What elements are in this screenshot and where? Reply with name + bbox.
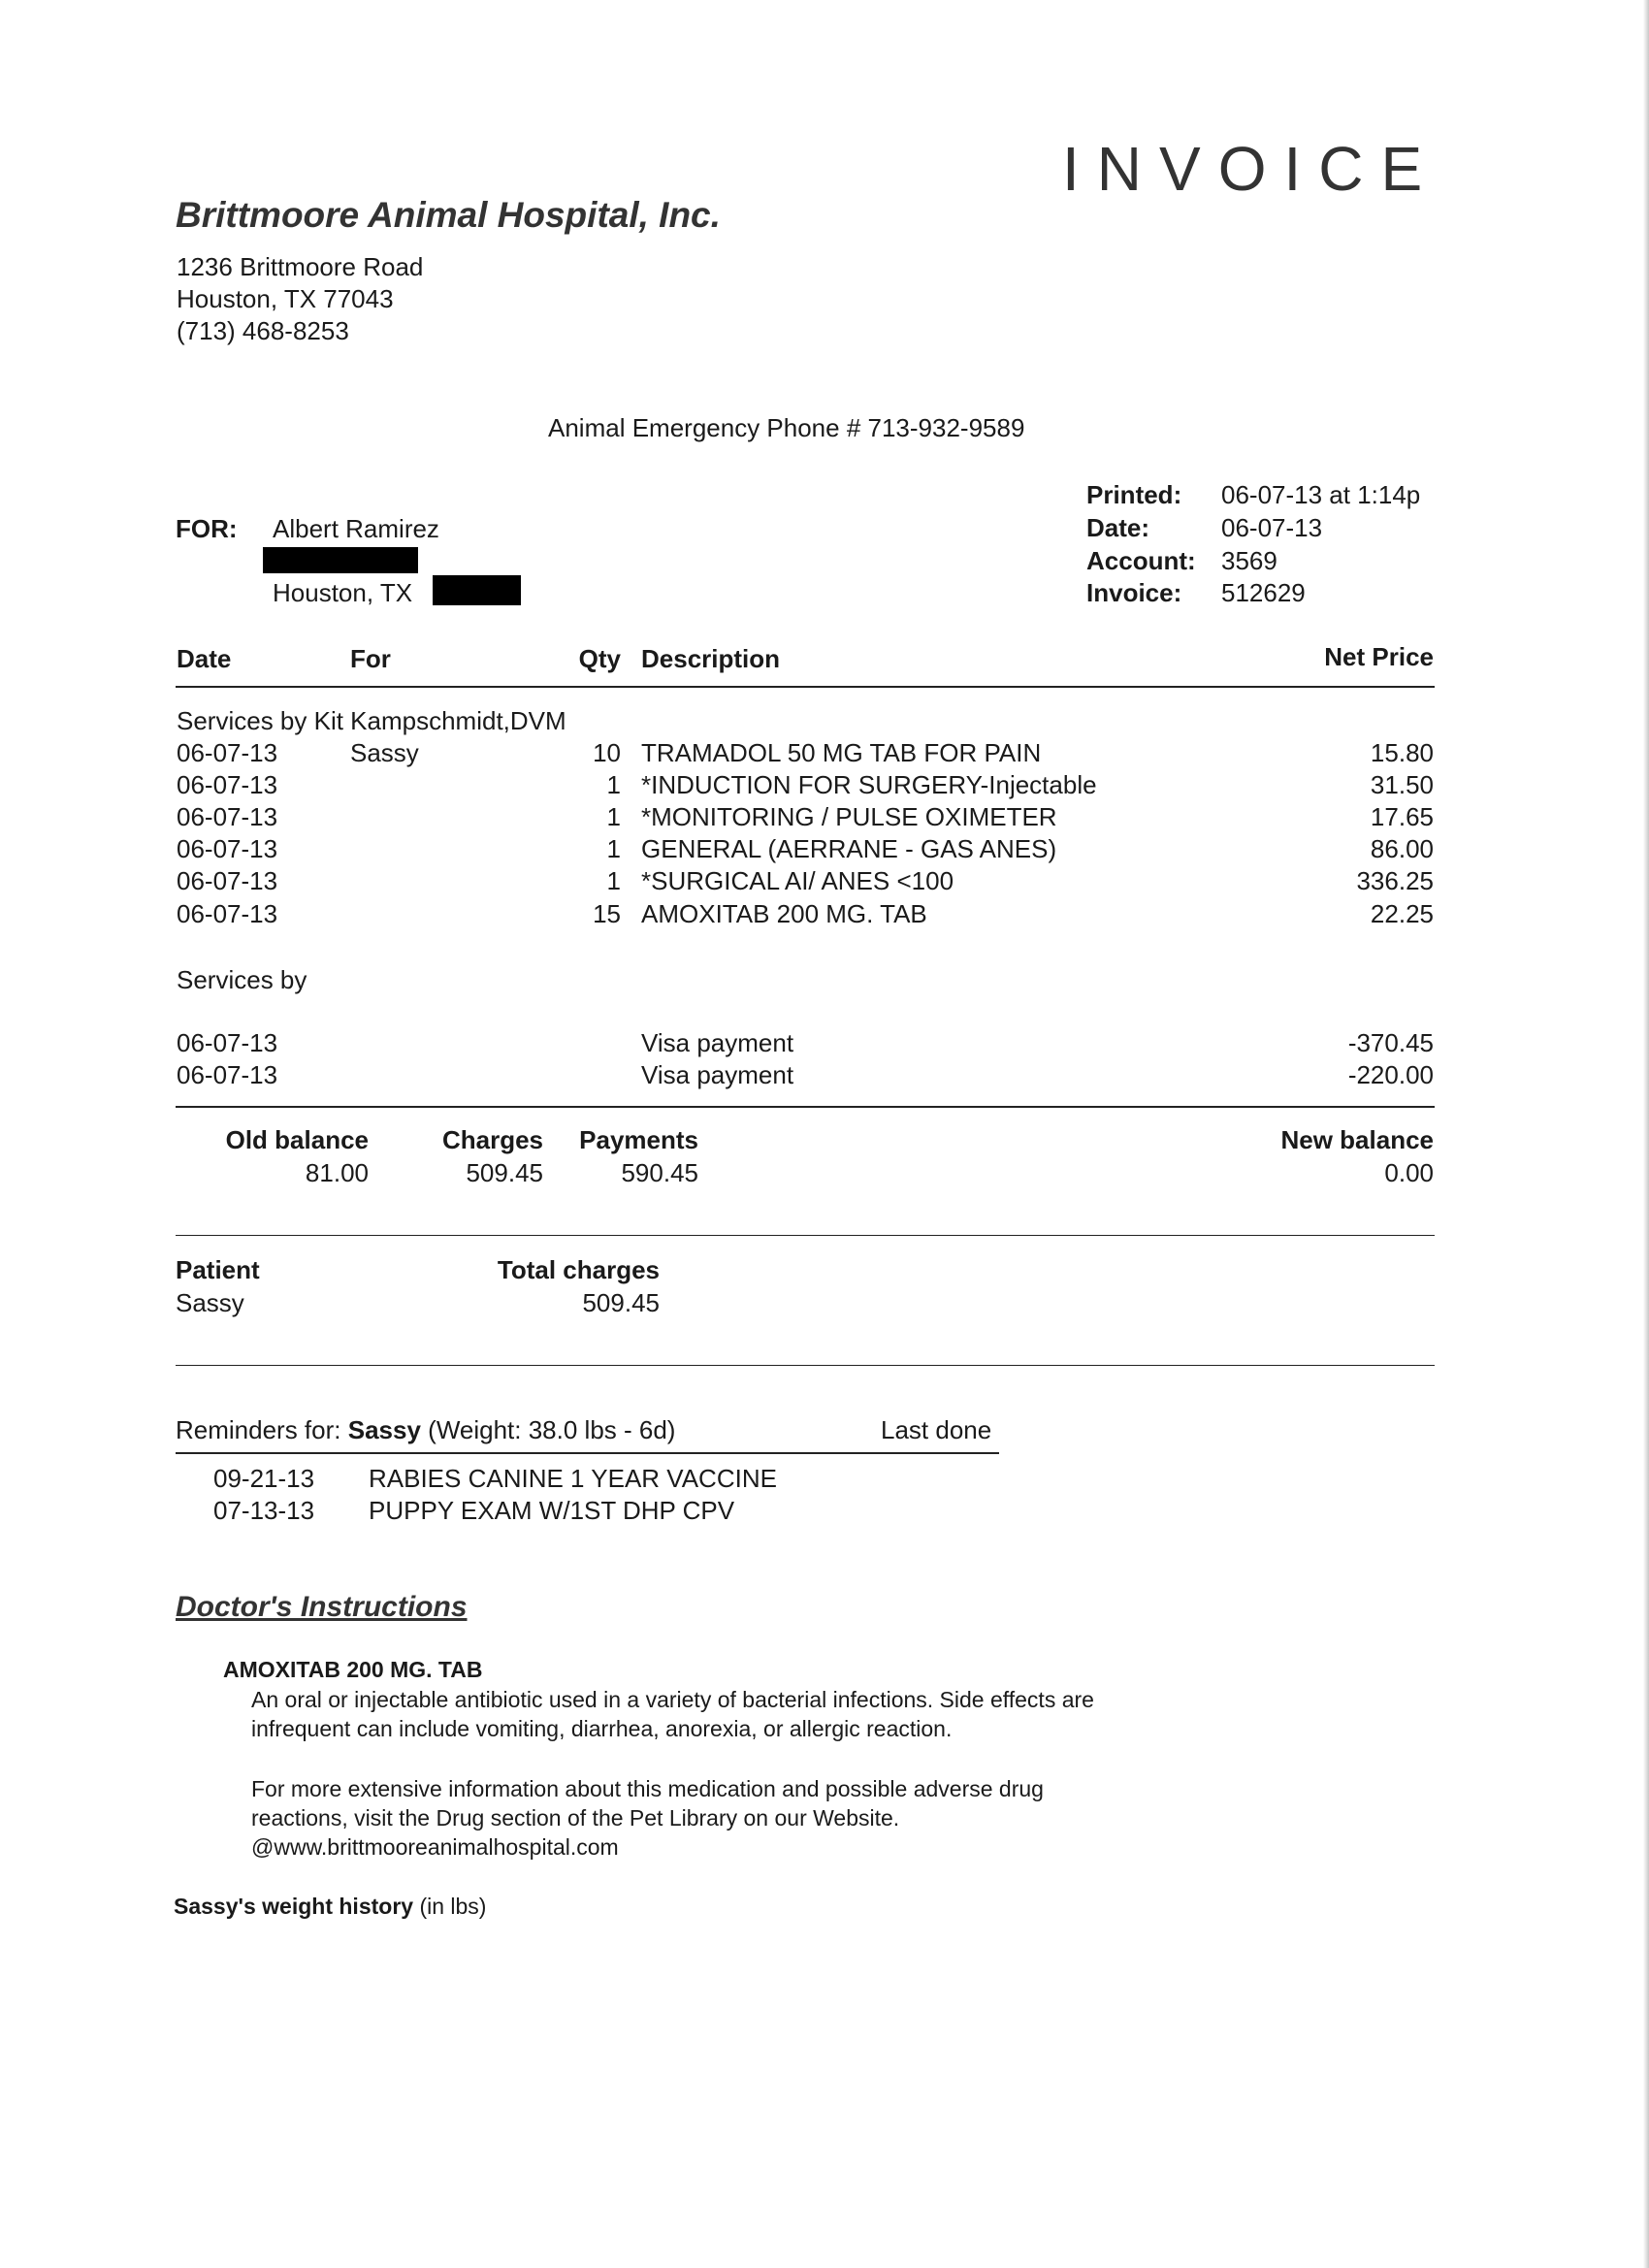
reminders-label: Reminders for:	[176, 1415, 341, 1444]
company-address-line2: Houston, TX 77043	[177, 284, 394, 313]
payment-date: 06-07-13	[177, 1060, 278, 1089]
col-header-qty: Qty	[578, 644, 621, 673]
line-item-price: 86.00	[1370, 834, 1434, 863]
line-item-price: 15.80	[1370, 738, 1434, 767]
col-header-for: For	[350, 644, 391, 673]
payments-value: 590.45	[621, 1158, 698, 1187]
company-name: Brittmoore Animal Hospital, Inc.	[176, 195, 721, 235]
customer-name: Albert Ramirez	[273, 514, 439, 543]
line-item-qty: 1	[606, 802, 621, 831]
instruction-website: @www.brittmooreanimalhospital.com	[251, 1834, 619, 1860]
total-charges-value: 509.45	[582, 1288, 660, 1317]
doctors-instructions-heading: Doctor's Instructions	[176, 1591, 468, 1623]
line-item-price: 22.25	[1370, 899, 1434, 928]
line-item-price: 336.25	[1356, 866, 1434, 895]
line-item-price: 17.65	[1370, 802, 1434, 831]
date-label: Date:	[1086, 513, 1150, 542]
line-item-qty: 1	[606, 770, 621, 799]
new-balance-label: New balance	[1280, 1125, 1434, 1154]
payment-amount: -370.45	[1347, 1028, 1434, 1057]
company-phone: (713) 468-8253	[177, 316, 349, 345]
total-charges-label: Total charges	[497, 1255, 660, 1284]
emergency-phone: Animal Emergency Phone # 713-932-9589	[548, 413, 1025, 442]
printed-value: 06-07-13 at 1:14p	[1221, 480, 1421, 509]
line-item-date: 06-07-13	[177, 866, 278, 895]
page-edge-shadow	[1643, 0, 1649, 2268]
date-value: 06-07-13	[1221, 513, 1323, 542]
services-header-2: Services by	[177, 965, 307, 994]
reminders-weight: (Weight: 38.0 lbs - 6d)	[428, 1415, 676, 1444]
line-item-description: *MONITORING / PULSE OXIMETER	[641, 802, 1057, 831]
instruction-text-line: infrequent can include vomiting, diarrhea, anorexia, or allergic reaction.	[251, 1716, 953, 1741]
last-done-label: Last done	[881, 1415, 992, 1444]
new-balance-value: 0.00	[1384, 1158, 1434, 1187]
line-item-description: TRAMADOL 50 MG TAB FOR PAIN	[641, 738, 1042, 767]
company-address-line1: 1236 Brittmoore Road	[177, 252, 424, 281]
reminders-pet: Sassy	[347, 1415, 421, 1444]
payment-description: Visa payment	[641, 1028, 794, 1057]
weight-history-title	[174, 1893, 486, 1921]
col-header-net-price: Net Price	[1324, 642, 1434, 671]
payment-description: Visa payment	[641, 1060, 794, 1089]
patient-divider	[176, 1365, 1435, 1366]
old-balance-value: 81.00	[305, 1158, 369, 1187]
line-item-date: 06-07-13	[177, 802, 278, 831]
instruction-text-line: reactions, visit the Drug section of the Pet Library on our Website.	[251, 1805, 900, 1831]
reminders-header	[176, 1414, 675, 1446]
reminder-date: 09-21-13	[213, 1464, 315, 1493]
weight-history-label: Sassy's weight history	[174, 1894, 414, 1919]
totals-divider	[176, 1235, 1435, 1236]
header-divider	[176, 686, 1435, 688]
col-header-date: Date	[177, 644, 232, 673]
payments-label: Payments	[579, 1125, 698, 1154]
old-balance-label: Old balance	[225, 1125, 369, 1154]
reminder-description: RABIES CANINE 1 YEAR VACCINE	[369, 1464, 777, 1493]
line-item-description: AMOXITAB 200 MG. TAB	[641, 899, 927, 928]
redacted-zip	[433, 575, 521, 605]
line-item-date: 06-07-13	[177, 899, 278, 928]
patient-name: Sassy	[176, 1288, 244, 1317]
reminder-description: PUPPY EXAM W/1ST DHP CPV	[369, 1496, 735, 1525]
instruction-text-line: For more extensive information about this medication and possible adverse drug	[251, 1776, 1044, 1801]
invoice-number-value: 512629	[1221, 578, 1306, 607]
line-item-qty: 1	[606, 834, 621, 863]
line-item-for: Sassy	[350, 738, 419, 767]
line-item-qty: 15	[593, 899, 621, 928]
line-item-description: *INDUCTION FOR SURGERY-Injectable	[641, 770, 1097, 799]
redacted-address	[263, 547, 418, 573]
payments-divider	[176, 1106, 1435, 1108]
invoice-number-label: Invoice:	[1086, 578, 1182, 607]
printed-label: Printed:	[1086, 480, 1182, 509]
invoice-title: INVOICE	[1062, 134, 1440, 204]
col-header-description: Description	[641, 644, 781, 673]
payment-amount: -220.00	[1347, 1060, 1434, 1089]
for-label: FOR:	[176, 514, 238, 543]
line-item-price: 31.50	[1370, 770, 1434, 799]
account-value: 3569	[1221, 546, 1277, 575]
payment-date: 06-07-13	[177, 1028, 278, 1057]
charges-label: Charges	[441, 1125, 543, 1154]
instruction-drug-name: AMOXITAB 200 MG. TAB	[223, 1657, 483, 1682]
line-item-date: 06-07-13	[177, 738, 278, 767]
line-item-date: 06-07-13	[177, 834, 278, 863]
charges-value: 509.45	[466, 1158, 543, 1187]
services-header: Services by Kit Kampschmidt,DVM	[177, 706, 566, 735]
weight-history-unit: (in lbs)	[419, 1894, 487, 1919]
account-label: Account:	[1086, 546, 1196, 575]
instruction-text-line: An oral or injectable antibiotic used in a variety of bacterial infections. Side effects are	[251, 1687, 1094, 1712]
customer-city: Houston, TX	[273, 578, 413, 607]
reminders-divider	[176, 1452, 999, 1454]
line-item-qty: 10	[593, 738, 621, 767]
patient-label: Patient	[176, 1255, 260, 1284]
line-item-qty: 1	[606, 866, 621, 895]
reminder-date: 07-13-13	[213, 1496, 315, 1525]
line-item-date: 06-07-13	[177, 770, 278, 799]
line-item-description: *SURGICAL AI/ ANES <100	[641, 866, 954, 895]
line-item-description: GENERAL (AERRANE - GAS ANES)	[641, 834, 1057, 863]
